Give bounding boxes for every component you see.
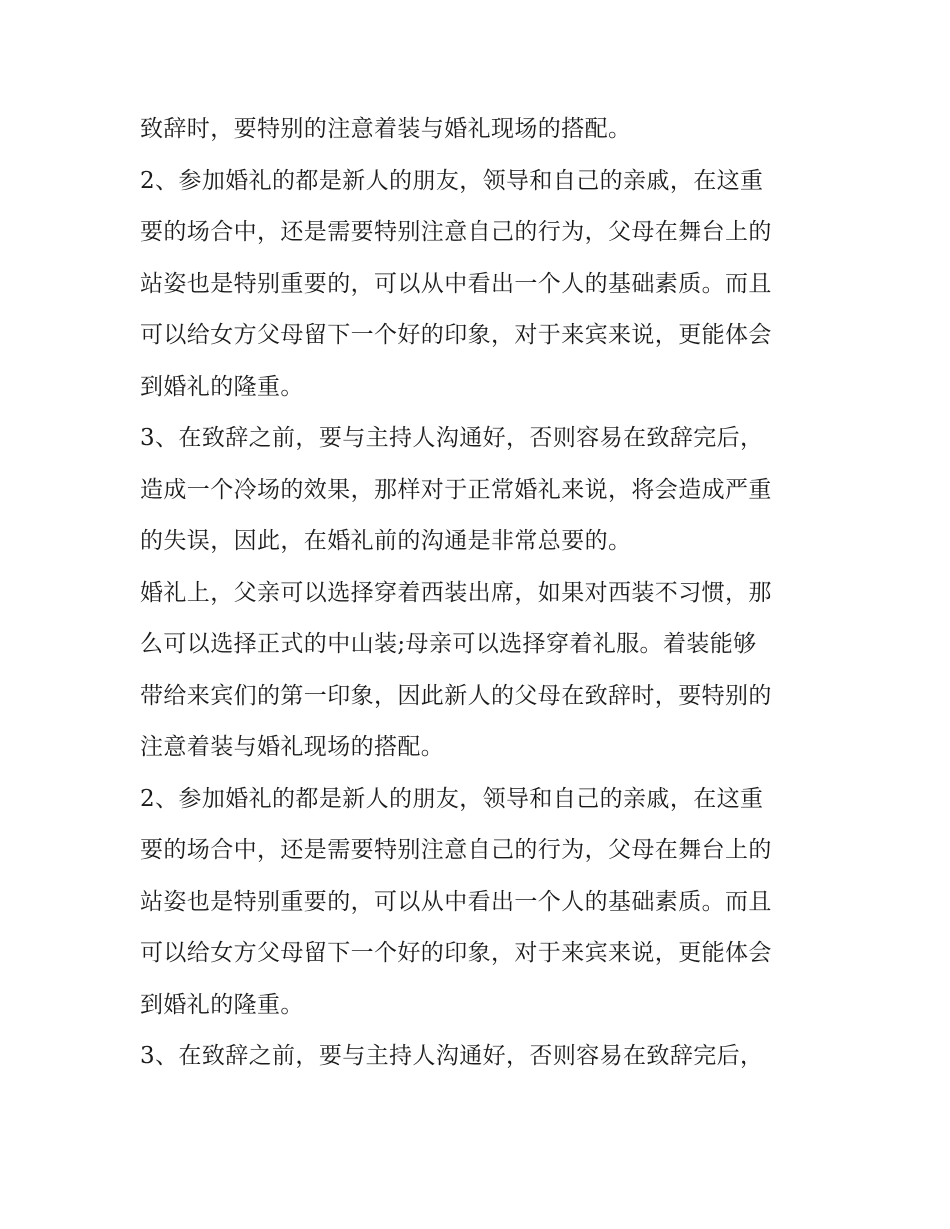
text-line: 带给来宾们的第一印象，因此新人的父母在致辞时，要特别的	[140, 682, 772, 709]
text-line: 到婚礼的隆重。	[140, 991, 304, 1018]
text-line: 要的场合中，还是需要特别注意自己的行为，父母在舞台上的	[140, 219, 772, 245]
text-line: 站姿也是特别重要的，可以从中看出一个人的基础素质。而且	[140, 888, 772, 915]
text-line: 3、在致辞之前，要与主持人沟通好，否则容易在致辞完后，	[140, 1043, 764, 1069]
text-line: 3、在致辞之前，要与主持人沟通好，否则容易在致辞完后，	[140, 425, 764, 451]
text-line: 到婚礼的隆重。	[140, 373, 304, 400]
text-line: 注意着装与婚礼现场的搭配。	[140, 734, 445, 760]
text-line: 么可以选择正式的中山装;母亲可以选择穿着礼服。着装能够	[140, 631, 757, 657]
text-line: 婚礼上，父亲可以选择穿着西装出席，如果对西装不习惯，那	[140, 579, 772, 606]
text-line: 可以给女方父母留下一个好的印象，对于来宾来说，更能体会	[140, 940, 772, 966]
text-line: 的失误，因此，在婚礼前的沟通是非常总要的。	[140, 528, 632, 554]
text-line: 致辞时，要特别的注意着装与婚礼现场的搭配。	[140, 116, 632, 142]
text-line: 要的场合中，还是需要特别注意自己的行为，父母在舞台上的	[140, 837, 772, 863]
text-line: 2、参加婚礼的都是新人的朋友，领导和自己的亲戚，在这重	[140, 167, 764, 194]
text-line: 可以给女方父母留下一个好的印象，对于来宾来说，更能体会	[140, 322, 772, 348]
text-line: 站姿也是特别重要的，可以从中看出一个人的基础素质。而且	[140, 270, 772, 297]
text-line: 2、参加婚礼的都是新人的朋友，领导和自己的亲戚，在这重	[140, 785, 764, 812]
text-line: 造成一个冷场的效果，那样对于正常婚礼来说，将会造成严重	[140, 476, 772, 503]
document-body	[140, 104, 830, 1083]
